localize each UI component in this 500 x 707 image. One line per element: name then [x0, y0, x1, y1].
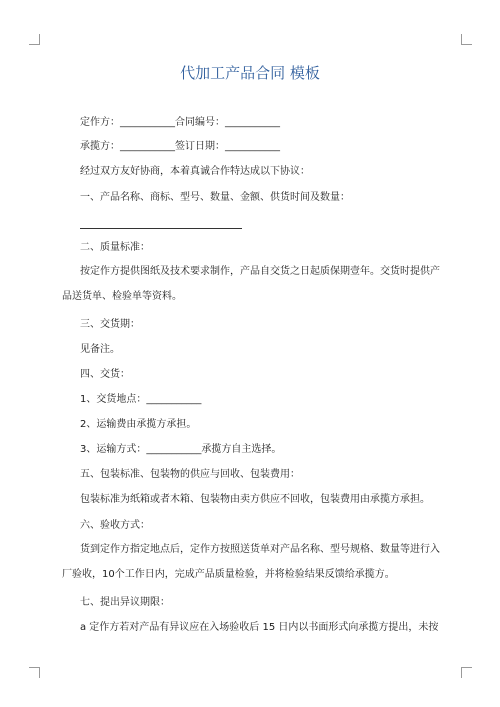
intro-text: 经过双方友好协商，本着真诚合作特达成以下协议： [80, 166, 310, 177]
delivery-note: 见备注。 [80, 344, 120, 355]
transport-fee: 2、运输费由承揽方承担。 [80, 419, 197, 430]
blank-underline [80, 228, 242, 229]
corner-mark-bottom-left [29, 667, 40, 678]
section-2-heading: 二、质量标准： [80, 242, 150, 253]
inspection-paragraph: 货到定作方指定地点后，定作方按照送货单对产品名称、型号规格、数量等进行入厂验收，10个工作日内，完成产品质量检验，并将检验结果反馈给承揽方。 [62, 544, 440, 580]
section-1-heading: 一、产品名称、商标、型号、数量、金额、供货时间及数量： [80, 192, 350, 203]
quality-paragraph: 按定作方提供图纸及技术要求制作，产品自交货之日起质保期壹年。交货时提供产品送货单、检验单等资料。 [62, 266, 440, 302]
objection-text: a 定作方若对产品有异议应在入场验收后 15 日内以书面形式向承揽方提出，未按 [80, 622, 439, 633]
corner-mark-top-left [29, 34, 40, 45]
packaging-text: 包装标准为纸箱或者木箱、包装物由卖方供应不回收，包装费用由承揽方承担。 [80, 494, 430, 505]
section-6-heading: 六、验收方式： [80, 520, 150, 531]
corner-mark-bottom-right [461, 667, 472, 678]
section-7-heading: 七、提出异议期限： [80, 597, 170, 608]
document-title: 代加工产品合同 模板 [180, 64, 320, 82]
section-3-heading: 三、交货期： [80, 319, 140, 330]
delivery-place: 1、交货地点：___________ [80, 394, 202, 405]
corner-mark-top-right [461, 34, 472, 45]
section-4-heading: 四、交货： [80, 369, 130, 380]
party-a-contract-no: 定作方：___________合同编号：___________ [80, 117, 280, 128]
transport-method: 3、运输方式：___________承揽方自主选择。 [80, 444, 282, 455]
party-b-sign-date: 承揽方：___________签订日期：___________ [80, 141, 280, 152]
section-5-heading: 五、包装标准、包装物的供应与回收、包装费用： [80, 469, 300, 480]
